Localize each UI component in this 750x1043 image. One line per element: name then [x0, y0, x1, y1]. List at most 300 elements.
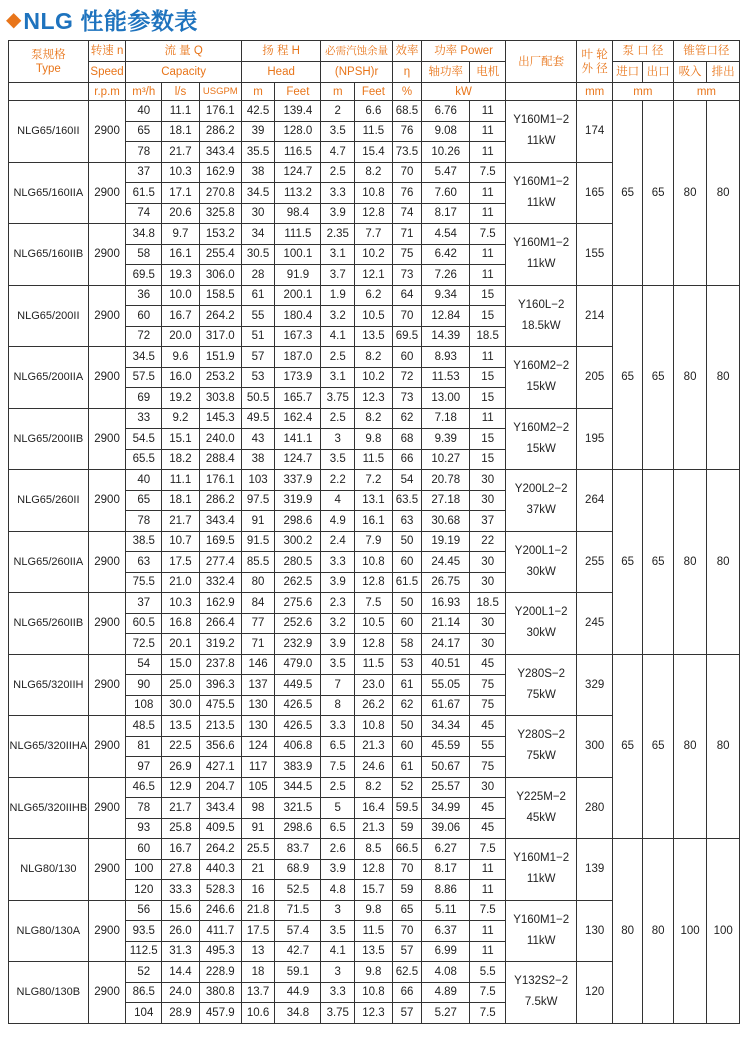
motor-kw: 30kW	[526, 627, 556, 640]
unit-m3h: m³/h	[126, 83, 162, 101]
model-name: NLG80/130	[9, 839, 89, 901]
data-cell: 14.39	[422, 326, 470, 347]
data-cell: 3.3	[321, 552, 355, 573]
data-cell: 411.7	[199, 921, 241, 942]
data-cell: 4.8	[321, 880, 355, 901]
data-cell: 19.3	[162, 265, 200, 286]
unit-pump-port: mm	[612, 83, 673, 101]
data-cell: 62	[392, 408, 421, 429]
data-cell: 71	[392, 224, 421, 245]
data-cell: 25.57	[422, 777, 470, 798]
data-cell: 85.5	[241, 552, 275, 573]
data-cell: 65	[126, 490, 162, 511]
data-cell: 15	[470, 306, 506, 327]
motor-model	[506, 900, 577, 962]
data-cell: 26.0	[162, 921, 200, 942]
data-cell: 8.2	[355, 408, 393, 429]
diamond-icon: ◆	[6, 8, 22, 31]
motor-type: Y225M−2	[516, 790, 566, 803]
data-cell: 35.5	[241, 142, 275, 163]
data-cell: 427.1	[199, 757, 241, 778]
discharge-diameter: 80	[707, 101, 740, 286]
data-cell: 61.67	[422, 695, 470, 716]
data-cell: 426.5	[275, 716, 321, 737]
data-cell: 97.5	[241, 490, 275, 511]
data-cell: 10.2	[355, 244, 393, 265]
motor-model	[506, 224, 577, 286]
data-cell: 10.2	[355, 367, 393, 388]
motor-model	[506, 408, 577, 470]
data-cell: 38	[241, 449, 275, 470]
data-cell: 9.2	[162, 408, 200, 429]
data-cell: 12.8	[355, 203, 393, 224]
data-cell: 18.5	[470, 593, 506, 614]
motor-kw: 11kW	[526, 135, 556, 148]
unit-head-ft: Feet	[275, 83, 321, 101]
data-cell: 137	[241, 675, 275, 696]
table-body	[9, 101, 740, 1024]
data-cell: 21.3	[355, 818, 393, 839]
data-cell: 4.08	[422, 962, 470, 983]
data-cell: 31.3	[162, 941, 200, 962]
data-cell: 51	[241, 326, 275, 347]
data-cell: 9.08	[422, 121, 470, 142]
data-cell: 3.7	[321, 265, 355, 286]
unit-pipe-port: mm	[673, 83, 739, 101]
data-cell: 61.5	[126, 183, 162, 204]
motor-model	[506, 593, 577, 655]
header-capacity-en: Capacity	[126, 62, 241, 83]
data-cell: 3.9	[321, 634, 355, 655]
data-cell: 60	[126, 306, 162, 327]
data-cell: 65	[392, 900, 421, 921]
data-cell: 11.5	[355, 921, 393, 942]
data-cell: 264.2	[199, 306, 241, 327]
data-cell: 180.4	[275, 306, 321, 327]
impeller-diameter: 195	[577, 408, 613, 470]
data-cell: 34	[241, 224, 275, 245]
data-cell: 2.6	[321, 839, 355, 860]
data-cell: 37	[126, 162, 162, 183]
data-cell: 59.1	[275, 962, 321, 983]
data-cell: 12.1	[355, 265, 393, 286]
data-cell: 37	[126, 593, 162, 614]
data-cell: 3.75	[321, 1003, 355, 1024]
model-name: NLG80/130A	[9, 900, 89, 962]
data-cell: 61	[241, 285, 275, 306]
header-pump-port: 泵 口 径	[612, 41, 673, 62]
data-cell: 240.0	[199, 429, 241, 450]
data-cell: 72	[126, 326, 162, 347]
data-cell: 7.5	[470, 982, 506, 1003]
unit-type-blank	[9, 83, 89, 101]
data-cell: 319.9	[275, 490, 321, 511]
data-cell: 2.5	[321, 408, 355, 429]
data-cell: 12.9	[162, 777, 200, 798]
data-cell: 317.0	[199, 326, 241, 347]
data-cell: 24.17	[422, 634, 470, 655]
model-name: NLG65/260IIB	[9, 593, 89, 655]
speed-value: 2900	[88, 654, 126, 716]
data-cell: 60	[392, 552, 421, 573]
data-cell: 344.5	[275, 777, 321, 798]
data-cell: 11	[470, 121, 506, 142]
motor-kw: 11kW	[526, 934, 556, 947]
data-cell: 50	[392, 593, 421, 614]
data-cell: 162.9	[199, 162, 241, 183]
data-cell: 2	[321, 101, 355, 122]
data-cell: 18.1	[162, 490, 200, 511]
data-cell: 15	[470, 285, 506, 306]
data-cell: 3.5	[321, 654, 355, 675]
data-cell: 74	[392, 203, 421, 224]
data-cell: 30.68	[422, 511, 470, 532]
data-cell: 7	[321, 675, 355, 696]
data-cell: 9.8	[355, 900, 393, 921]
data-cell: 59	[392, 818, 421, 839]
data-cell: 2.3	[321, 593, 355, 614]
data-cell: 39	[241, 121, 275, 142]
data-cell: 3	[321, 429, 355, 450]
data-cell: 24.6	[355, 757, 393, 778]
data-cell: 20.6	[162, 203, 200, 224]
data-cell: 53	[392, 654, 421, 675]
data-cell: 124.7	[275, 449, 321, 470]
impeller-diameter: 174	[577, 101, 613, 163]
data-cell: 6.42	[422, 244, 470, 265]
data-cell: 78	[126, 511, 162, 532]
data-cell: 343.4	[199, 142, 241, 163]
motor-model	[506, 839, 577, 901]
data-cell: 16.93	[422, 593, 470, 614]
suction-diameter: 80	[673, 285, 707, 470]
data-cell: 91.9	[275, 265, 321, 286]
data-cell: 65.5	[126, 449, 162, 470]
speed-value: 2900	[88, 408, 126, 470]
motor-type: Y280S−2	[517, 667, 565, 680]
data-cell: 34.34	[422, 716, 470, 737]
data-cell: 8.2	[355, 347, 393, 368]
data-cell: 2.35	[321, 224, 355, 245]
data-cell: 262.5	[275, 572, 321, 593]
data-cell: 21.3	[355, 736, 393, 757]
data-cell: 77	[241, 613, 275, 634]
data-cell: 124.7	[275, 162, 321, 183]
data-cell: 158.5	[199, 285, 241, 306]
data-cell: 11	[470, 183, 506, 204]
data-cell: 495.3	[199, 941, 241, 962]
header-speed-en: Speed	[88, 62, 126, 83]
data-cell: 26.2	[355, 695, 393, 716]
data-cell: 12.8	[355, 572, 393, 593]
data-cell: 34.8	[126, 224, 162, 245]
data-cell: 6.6	[355, 101, 393, 122]
motor-kw: 45kW	[526, 811, 556, 824]
data-cell: 57	[241, 347, 275, 368]
motor-model	[506, 347, 577, 409]
data-cell: 103	[241, 470, 275, 491]
data-cell: 8.5	[355, 839, 393, 860]
data-cell: 5.11	[422, 900, 470, 921]
data-cell: 104	[126, 1003, 162, 1024]
data-cell: 56	[126, 900, 162, 921]
data-cell: 50.67	[422, 757, 470, 778]
data-cell: 128.0	[275, 121, 321, 142]
data-cell: 61	[392, 675, 421, 696]
data-cell: 59	[392, 880, 421, 901]
table-row	[9, 839, 740, 860]
data-cell: 12.3	[355, 1003, 393, 1024]
data-cell: 6.5	[321, 818, 355, 839]
data-cell: 64	[392, 285, 421, 306]
motor-kw: 18.5kW	[521, 319, 561, 332]
data-cell: 21.7	[162, 511, 200, 532]
motor-kw: 11kW	[526, 196, 556, 209]
data-cell: 11.5	[355, 121, 393, 142]
data-cell: 19.19	[422, 531, 470, 552]
data-cell: 8.86	[422, 880, 470, 901]
data-cell: 11	[470, 244, 506, 265]
data-cell: 253.2	[199, 367, 241, 388]
discharge-diameter: 100	[707, 839, 740, 1024]
motor-type: Y200L1−2	[514, 544, 568, 557]
data-cell: 14.4	[162, 962, 200, 983]
data-cell: 2.2	[321, 470, 355, 491]
data-cell: 30.5	[241, 244, 275, 265]
speed-value: 2900	[88, 224, 126, 286]
outlet-diameter: 65	[643, 654, 673, 839]
data-cell: 30	[470, 634, 506, 655]
data-cell: 45	[470, 798, 506, 819]
data-cell: 8.93	[422, 347, 470, 368]
data-cell: 43	[241, 429, 275, 450]
data-cell: 6.2	[355, 285, 393, 306]
motor-model	[506, 285, 577, 347]
motor-model	[506, 101, 577, 163]
impeller-diameter: 214	[577, 285, 613, 347]
data-cell: 13.00	[422, 388, 470, 409]
impeller-diameter: 205	[577, 347, 613, 409]
data-cell: 45	[470, 818, 506, 839]
data-cell: 25.5	[241, 839, 275, 860]
data-cell: 120	[126, 880, 162, 901]
data-cell: 15	[470, 429, 506, 450]
table-row	[9, 101, 740, 122]
data-cell: 21	[241, 859, 275, 880]
data-cell: 70	[392, 859, 421, 880]
data-cell: 286.2	[199, 121, 241, 142]
data-cell: 16.1	[162, 244, 200, 265]
data-cell: 2.5	[321, 777, 355, 798]
data-cell: 10.3	[162, 593, 200, 614]
data-cell: 15.6	[162, 900, 200, 921]
data-cell: 113.2	[275, 183, 321, 204]
data-cell: 59.5	[392, 798, 421, 819]
data-cell: 78	[126, 798, 162, 819]
data-cell: 91	[241, 818, 275, 839]
header-npsh-cn: 必需汽蚀余量	[321, 41, 392, 62]
motor-model	[506, 470, 577, 532]
data-cell: 40	[126, 470, 162, 491]
data-cell: 3.9	[321, 859, 355, 880]
data-cell: 11.5	[355, 654, 393, 675]
data-cell: 22	[470, 531, 506, 552]
data-cell: 337.9	[275, 470, 321, 491]
discharge-diameter: 80	[707, 654, 740, 839]
data-cell: 3.1	[321, 367, 355, 388]
data-cell: 30	[470, 572, 506, 593]
data-cell: 69	[126, 388, 162, 409]
data-cell: 68.9	[275, 859, 321, 880]
data-cell: 20.0	[162, 326, 200, 347]
data-cell: 6.27	[422, 839, 470, 860]
data-cell: 9.8	[355, 429, 393, 450]
impeller-diameter: 245	[577, 593, 613, 655]
data-cell: 277.4	[199, 552, 241, 573]
data-cell: 52.5	[275, 880, 321, 901]
header-shaft-power: 轴功率	[422, 62, 470, 83]
data-cell: 10.8	[355, 982, 393, 1003]
data-cell: 426.5	[275, 695, 321, 716]
data-cell: 213.5	[199, 716, 241, 737]
model-name: NLG65/160II	[9, 101, 89, 163]
data-cell: 3	[321, 962, 355, 983]
data-cell: 62	[392, 695, 421, 716]
data-cell: 176.1	[199, 470, 241, 491]
data-cell: 73.5	[392, 142, 421, 163]
motor-model	[506, 777, 577, 839]
data-cell: 75.5	[126, 572, 162, 593]
data-cell: 24.0	[162, 982, 200, 1003]
data-cell: 66.5	[392, 839, 421, 860]
data-cell: 93.5	[126, 921, 162, 942]
data-cell: 153.2	[199, 224, 241, 245]
data-cell: 100	[126, 859, 162, 880]
model-name: NLG65/260II	[9, 470, 89, 532]
data-cell: 13.7	[241, 982, 275, 1003]
data-cell: 7.5	[470, 1003, 506, 1024]
data-cell: 151.9	[199, 347, 241, 368]
data-cell: 380.8	[199, 982, 241, 1003]
data-cell: 10.27	[422, 449, 470, 470]
unit-npsh-m: m	[321, 83, 355, 101]
motor-kw: 37kW	[526, 504, 556, 517]
data-cell: 3.3	[321, 183, 355, 204]
data-cell: 479.0	[275, 654, 321, 675]
motor-type: Y160M1−2	[513, 175, 570, 188]
data-cell: 7.5	[470, 839, 506, 860]
data-cell: 60	[126, 839, 162, 860]
data-cell: 298.6	[275, 818, 321, 839]
data-cell: 15.7	[355, 880, 393, 901]
data-cell: 42.7	[275, 941, 321, 962]
table-row	[9, 285, 740, 306]
suction-diameter: 80	[673, 101, 707, 286]
data-cell: 12.8	[355, 859, 393, 880]
data-cell: 10.5	[355, 306, 393, 327]
speed-value: 2900	[88, 101, 126, 163]
impeller-diameter: 255	[577, 531, 613, 593]
data-cell: 10.3	[162, 162, 200, 183]
data-cell: 17.5	[162, 552, 200, 573]
data-cell: 18.5	[470, 326, 506, 347]
inlet-diameter: 80	[612, 839, 642, 1024]
unit-head-m: m	[241, 83, 275, 101]
data-cell: 25.8	[162, 818, 200, 839]
data-cell: 409.5	[199, 818, 241, 839]
data-cell: 10.8	[355, 183, 393, 204]
data-cell: 11	[470, 859, 506, 880]
page-title-text: NLG 性能参数表	[23, 7, 198, 34]
data-cell: 449.5	[275, 675, 321, 696]
data-cell: 17.5	[241, 921, 275, 942]
data-cell: 343.4	[199, 511, 241, 532]
data-cell: 75	[470, 695, 506, 716]
data-cell: 18.2	[162, 449, 200, 470]
data-cell: 58	[392, 634, 421, 655]
outlet-diameter: 65	[643, 101, 673, 286]
data-cell: 21.7	[162, 798, 200, 819]
data-cell: 306.0	[199, 265, 241, 286]
data-cell: 61	[392, 757, 421, 778]
header-motor: 出厂配套	[506, 41, 577, 83]
data-cell: 75	[470, 675, 506, 696]
data-cell: 16.7	[162, 839, 200, 860]
data-cell: 286.2	[199, 490, 241, 511]
data-cell: 21.0	[162, 572, 200, 593]
data-cell: 10.7	[162, 531, 200, 552]
speed-value: 2900	[88, 593, 126, 655]
data-cell: 4.9	[321, 511, 355, 532]
data-cell: 83.7	[275, 839, 321, 860]
data-cell: 33.3	[162, 880, 200, 901]
data-cell: 11.5	[355, 449, 393, 470]
data-cell: 3.2	[321, 613, 355, 634]
data-cell: 130	[241, 716, 275, 737]
data-cell: 440.3	[199, 859, 241, 880]
data-cell: 321.5	[275, 798, 321, 819]
data-cell: 21.14	[422, 613, 470, 634]
header-impeller: 叶 轮 外 径	[577, 41, 613, 83]
data-cell: 162.9	[199, 593, 241, 614]
data-cell: 30	[470, 490, 506, 511]
data-cell: 9.34	[422, 285, 470, 306]
data-cell: 9.6	[162, 347, 200, 368]
header-suction: 吸入	[673, 62, 707, 83]
data-cell: 18	[241, 962, 275, 983]
data-cell: 38.5	[126, 531, 162, 552]
impeller-diameter: 130	[577, 900, 613, 962]
motor-model	[506, 531, 577, 593]
data-cell: 6.5	[321, 736, 355, 757]
impeller-diameter: 329	[577, 654, 613, 716]
data-cell: 63	[392, 511, 421, 532]
data-cell: 7.60	[422, 183, 470, 204]
data-cell: 50.5	[241, 388, 275, 409]
data-cell: 30.0	[162, 695, 200, 716]
data-cell: 11	[470, 347, 506, 368]
impeller-diameter: 120	[577, 962, 613, 1024]
unit-motor-blank	[506, 83, 577, 101]
header-motor-power: 电机	[470, 62, 506, 83]
data-cell: 27.8	[162, 859, 200, 880]
data-cell: 10.0	[162, 285, 200, 306]
speed-value: 2900	[88, 470, 126, 532]
data-cell: 16.7	[162, 306, 200, 327]
data-cell: 30	[241, 203, 275, 224]
data-cell: 50	[392, 716, 421, 737]
data-cell: 72.5	[126, 634, 162, 655]
